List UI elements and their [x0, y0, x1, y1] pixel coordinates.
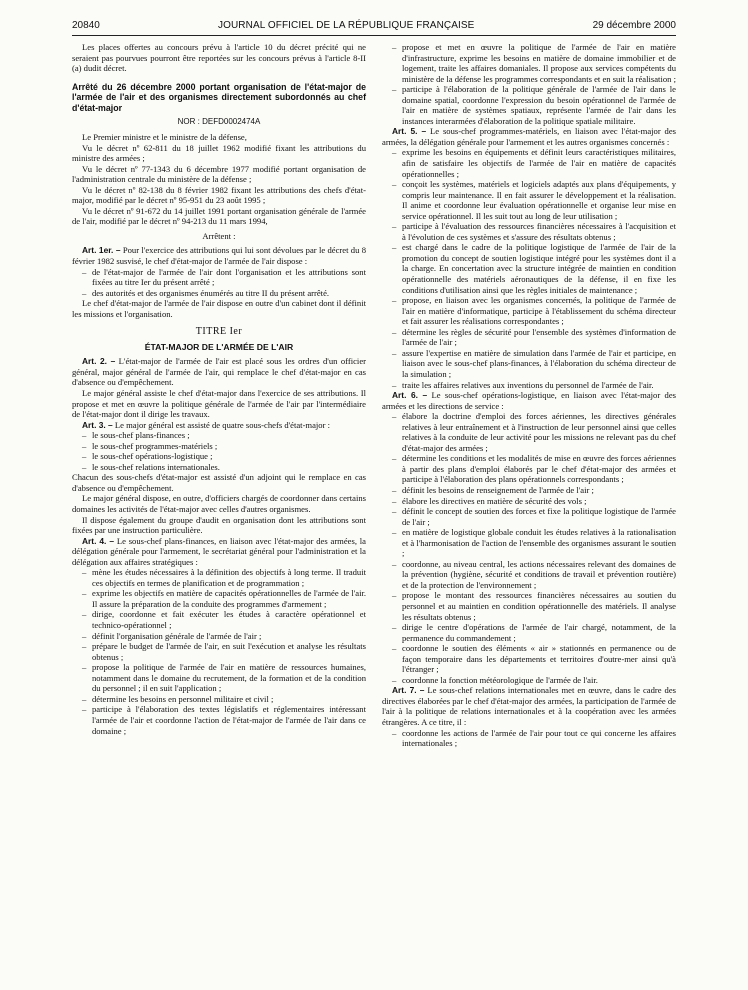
vu-2: Vu le décret nº 77-1343 du 6 décembre 1977 modifié portant organisation de l'administration centrale du ministère de la défense ; [72, 163, 366, 185]
article-3-label: Art. 3. – [82, 419, 113, 430]
list-item: – élabore les directives en matière de sécurité des vols ; [392, 496, 676, 507]
list-item: – exprime les objectifs en matière de capacités opérationnelles de l'armée de l'air. Il assure la préparation de la conduite des programmes d'armement ; [82, 588, 366, 609]
list-item: – mène les études nécessaires à la définition des objectifs à long terme. Il traduit ces objectifs en termes de planification et de programmation ; [82, 567, 366, 588]
article-2-label: Art. 2. – [82, 356, 116, 367]
list-item: – coordonne, au niveau central, les actions nécessaires relevant des domaines de la prévention (hygiène, sécurité et conditions de travail et prévention routière) et de la protection de l'environnement ; [392, 559, 676, 591]
article-7-label: Art. 7. – [392, 685, 425, 696]
issue-date: 29 décembre 2000 [592, 19, 676, 31]
titre-heading: TITRE Ier [195, 326, 243, 338]
list-item: – dirige le centre d'opérations de l'armée de l'air chargé, notamment, de la permanence du commandement ; [392, 622, 676, 643]
list-item: – le sous-chef plans-finances ; [82, 430, 366, 441]
list-item: – traite les affaires relatives aux inventions du personnel de l'armée de l'air. [392, 380, 676, 391]
list-item: – participe à l'élaboration des textes législatifs et réglementaires intéressant l'armée de l'air et coordonne l'action de l'état-major de l'armée de l'air dans ce domaine ; [82, 704, 366, 736]
right-column [382, 42, 676, 749]
list-item: – coordonne la fonction météorologique de l'armée de l'air. [392, 675, 676, 686]
article-1 [72, 245, 366, 266]
article-4-label: Art. 4. – [82, 535, 115, 546]
article-6 [382, 390, 676, 411]
article-1-list [72, 267, 366, 299]
article-3-p3: Le major général dispose, en outre, d'officiers chargés de coordonner dans certains domaines les activités de l'état-major avec celles d'autres organismes. [72, 493, 367, 515]
titre-subheading: ÉTAT-MAJOR DE L'ARMÉE DE L'AIR [144, 341, 294, 352]
list-item: – prépare le budget de l'armée de l'air, en suit l'exécution et analyse les résultats obtenus ; [82, 641, 366, 662]
arretent: Arrêtent : [202, 230, 236, 241]
page-number: 20840 [72, 19, 100, 31]
article-6-list [382, 411, 676, 685]
list-item: – participe à l'élaboration de la politique générale de l'armée de l'air dans le domaine spatial, coordonne l'expression du besoin opérationnel de l'armée de l'air en matière de systèmes spatiaux, représente l'armée de l'air dans les instances interarmées d'élaboration de la politique spatiale militaire. [392, 84, 676, 126]
article-6-label: Art. 6. – [392, 390, 428, 401]
list-item: – définit le concept de soutien des forces et fixe la politique logistique de l'armée de l'air ; [392, 506, 676, 527]
article-1-end: Le chef d'état-major de l'armée de l'air dispose en outre d'un cabinet dont il définit les missions et l'organisation. [72, 298, 366, 319]
article-5-text: Le sous-chef programmes-matériels, en liaison avec l'état-major des armées, la délégation générale pour l'armement et les autres organismes concernés : [382, 126, 676, 147]
article-1-text: Pour l'exercice des attributions qui lui sont dévolues par le décret du 8 février 1982 susvisé, le chef d'état-major de l'armée de l'air dispose : [72, 245, 366, 266]
nor-reference: NOR : DEFD0002474A [177, 117, 261, 127]
intro-paragraph: Les places offertes au concours prévu à l'article 10 du décret précité qui ne seraient pas pourvues pourront être reportées sur les concours prévus à l'article 8-II (a) dudit décret. [72, 42, 366, 74]
article-1-label: Art. 1er. – [82, 245, 121, 256]
article-2 [72, 356, 366, 388]
article-4-list [72, 567, 366, 736]
article-4 [72, 536, 366, 568]
list-item: – participe à l'évaluation des ressources financières nécessaires à l'acquisition et à l'évolution de ces systèmes et s'assure des résultats obtenus ; [392, 221, 676, 242]
list-item: – est chargé dans le cadre de la politique logistique de l'armée de l'air de la promotion du concept de soutien logistique intégré pour les systèmes dont il a la charge. En concertation avec la structure intégrée de maintien en condition opérationnelle des matériels aéronautiques de la défense, il en fixe les conditions d'utilisation ainsi que les règles initiales de maintenance ; [392, 242, 676, 295]
list-item: – des autorités et des organismes énumérés au titre II du présent arrêté. [82, 288, 366, 299]
list-item: – de l'état-major de l'armée de l'air dont l'organisation et les attributions sont fixées au titre Ier du présent arrêté ; [82, 267, 366, 288]
list-item: – détermine les besoins en personnel militaire et civil ; [82, 694, 366, 705]
list-item: – propose, en liaison avec les organismes concernés, la politique de l'armée de l'air en matière d'informatique, participe à l'établissement du schéma directeur et fait assurer les réalisations correspondantes ; [392, 295, 676, 327]
article-3 [72, 420, 366, 431]
vu-1: Vu le décret nº 62-811 du 18 juillet 1962 modifié fixant les attributions du ministre des armées ; [72, 142, 366, 164]
page-header [72, 18, 676, 36]
journal-title: JOURNAL OFFICIEL DE LA RÉPUBLIQUE FRANÇAISE [218, 19, 475, 31]
article-2-p2: Le major général assiste le chef d'état-major dans l'exercice de ses attributions. Il propose et met en œuvre la politique générale de l'armée de l'air par l'intermédiaire de l'état-major dont il dirige les travaux. [72, 388, 366, 420]
vu-3: Vu le décret nº 82-138 du 8 février 1982 fixant les attributions des chefs d'état-major, modifié par le décret nº 95-951 du 23 août 1995 ; [72, 184, 366, 206]
vu-4: Vu le décret nº 91-672 du 14 juillet 1991 portant organisation générale de l'armée de l'air, modifié par le décret nº 94-213 du 11 mars 1994, [72, 205, 366, 227]
article-3-text: Le major général est assisté de quatre sous-chefs d'état-major : [114, 419, 331, 430]
article-7-text: Le sous-chef relations internationales met en œuvre, dans le cadre des directives élaborées par le chef d'état-major des armées, la participation de l'armée de l'air à la politique de relations internationales et à la coopération avec les armées étrangères. A ce titre, il : [382, 685, 676, 727]
list-item: – exprime les besoins en équipements et définit leurs caractéristiques militaires, afin de satisfaire les objectifs de l'armée de l'air en matière de capacités opérationnelles ; [392, 147, 676, 179]
list-item: – assure l'expertise en matière de simulation dans l'armée de l'air et participe, en liaison avec le sous-chef plans-finances, à l'élaboration du schéma directeur de la simulation ; [392, 348, 676, 380]
article-2-text: L'état-major de l'armée de l'air est placé sous les ordres d'un officier général, major général de l'armée de l'air, qui remplace le chef d'état-major en cas d'absence ou d'empêchement. [72, 356, 366, 388]
article-5-label: Art. 5. – [392, 126, 427, 137]
list-item: – détermine les règles de sécurité pour l'ensemble des systèmes d'information de l'armée de l'air ; [392, 327, 676, 348]
article-5-list [382, 147, 676, 390]
article-7-list [382, 728, 676, 749]
list-item: – le sous-chef programmes-matériels ; [82, 441, 366, 452]
list-item: – définit l'organisation générale de l'armée de l'air ; [82, 631, 366, 642]
article-6-text: Le sous-chef opérations-logistique, en liaison avec l'état-major des armées et les directions de service : [382, 390, 676, 411]
list-item: – dirige, coordonne et fait exécuter les études à caractère opérationnel et technico-opérationnel ; [82, 609, 366, 630]
list-item: – propose la politique de l'armée de l'air en matière de ressources humaines, notamment dans le domaine du recrutement, de la formation et de la condition du personnel ; il en suit l'application ; [82, 662, 366, 694]
list-item: – propose et met en œuvre la politique de l'armée de l'air en matière d'infrastructure, exprime les besoins en matière de domaine immobilier et de logement, traite les affaires domaniales. Il propose aux services compétents du ministère de la défense les programmes correspondants et en suit la réalisation ; [392, 42, 676, 84]
list-item: – coordonne le soutien des éléments « air » stationnés en permanence ou de façon temporaire dans les départements et territoires d'outre-mer ainsi qu'à l'étranger ; [392, 643, 676, 675]
list-item: – conçoit les systèmes, matériels et logiciels adaptés aux plans d'équipements, y compris leur maintenance. Il en fait assurer le développement et la réalisation. Il anime et coordonne leur évaluation opérationnelle et organise leur mise en service opérationnel. Il les suit tout au long de leur utilisation ; [392, 179, 676, 221]
list-item: – définit les besoins de renseignement de l'armée de l'air ; [392, 485, 676, 496]
article-4-continued-list [382, 42, 676, 126]
decree-title: Arrêté du 26 décembre 2000 portant organisation de l'état-major de l'armée de l'air et des organismes directement subordonnés au chef d'état-major [72, 81, 366, 113]
article-3-p2: Chacun des sous-chefs d'état-major est assisté d'un adjoint qui le remplace en cas d'absence ou d'empêchement. [72, 472, 366, 493]
list-item: – détermine les conditions et les modalités de mise en œuvre des forces aériennes à partir des plans d'emploi élaborés par le chef d'état-major des armées et participe à l'élaboration des plans opérationnels correspondants ; [392, 453, 676, 485]
article-3-list [72, 430, 366, 472]
list-item: – propose le montant des ressources financières nécessaires au soutien du personnel et au maintien en condition opérationnelle des matériels. Il analyse les résultats obtenus ; [392, 590, 676, 622]
list-item: – en matière de logistique globale conduit les études relatives à la rationalisation et à l'harmonisation de l'action de l'ensemble des organismes assurant le soutien ; [392, 527, 676, 559]
article-3-p4: Il dispose également du groupe d'audit en organisation dont les attributions sont fixées par une instruction particulière. [72, 514, 366, 536]
minister-line: Le Premier ministre et le ministre de la défense, [82, 131, 247, 142]
list-item: – le sous-chef relations internationales. [82, 462, 366, 473]
left-column [72, 42, 366, 736]
list-item: – coordonne les actions de l'armée de l'air pour tout ce qui concerne les affaires internationales ; [392, 728, 676, 749]
article-4-text: Le sous-chef plans-finances, en liaison avec l'état-major des armées, la délégation générale pour l'armement, le secrétariat général pour l'administration et la délégation aux affaires stratégiques : [72, 535, 366, 567]
article-7 [382, 685, 676, 727]
list-item: – élabore la doctrine d'emploi des forces aériennes, les directives générales relatives à leur entraînement et à l'instruction de leur personnel ainsi que celles relatives à la conduite de leur activité pour les missions ne relevant pas du chef d'état-major des armées ; [392, 411, 676, 453]
list-item: – le sous-chef opérations-logistique ; [82, 451, 366, 462]
article-5 [382, 126, 676, 147]
